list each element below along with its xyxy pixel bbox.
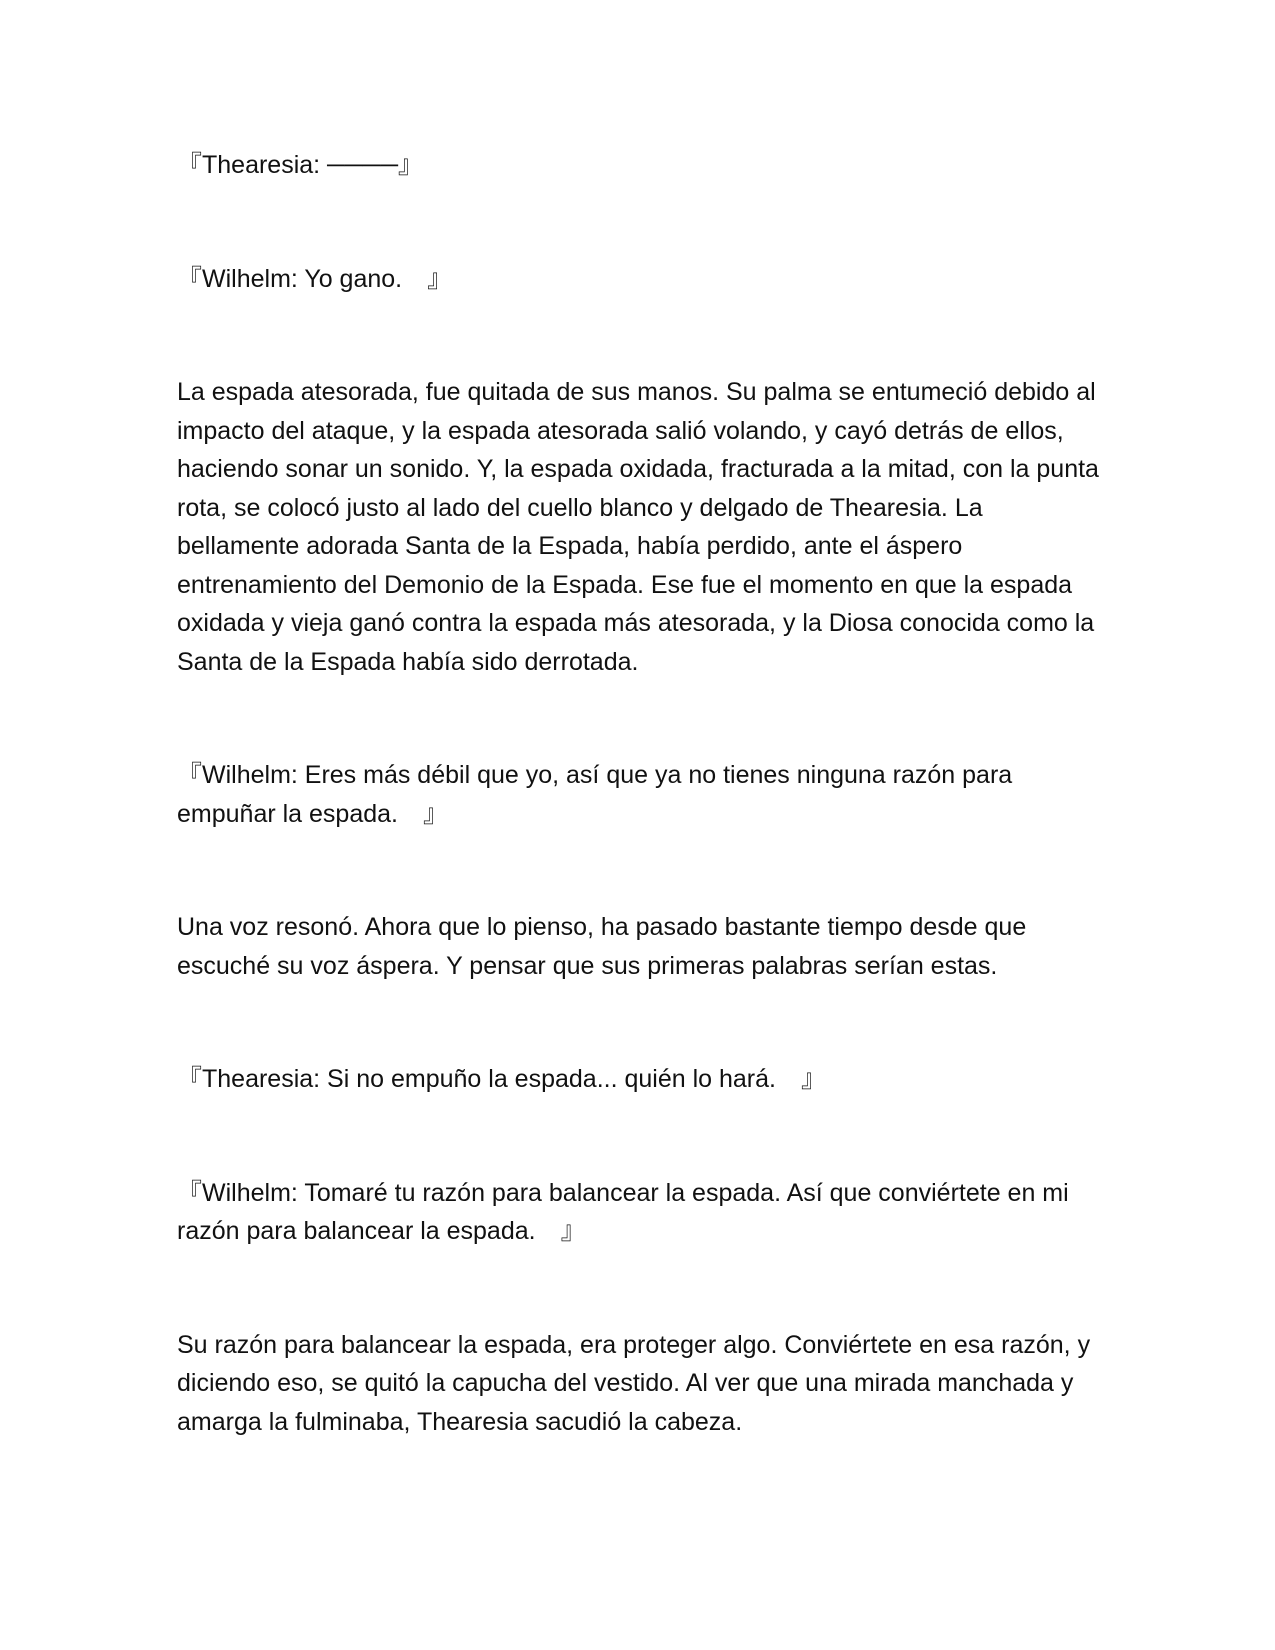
dialogue-wilhelm-1: 『Wilhelm: Yo gano. 』 (177, 264, 453, 293)
dialogue-thearesia-1: 『Thearesia: ────』 (177, 151, 423, 179)
dialogue-wilhelm-3: 『Wilhelm: Tomaré tu razón para balancear la espada. Así que conviértete en mi razón para balancear la espada. 』 (177, 1178, 1069, 1245)
narrative-paragraph-3: Su razón para balancear la espada, era proteger algo. Conviértete en esa razón, y diciendo eso, se quitó la capucha del vestido. Al ver que una mirada manchada y amarga la fulminaba, Thearesia sacudió la cabeza. (177, 1330, 1091, 1436)
dialogue-wilhelm-2: 『Wilhelm: Eres más débil que yo, así que ya no tienes ninguna razón para empuñar la espada. 』 (177, 761, 1013, 828)
narrative-paragraph-2: Una voz resonó. Ahora que lo pienso, ha pasado bastante tiempo desde que escuché su voz áspera. Y pensar que sus primeras palabras serían estas. (177, 913, 1027, 980)
document-body (177, 146, 1107, 1441)
dialogue-thearesia-2: 『Thearesia: Si no empuño la espada... quién lo hará. 』 (177, 1065, 826, 1093)
narrative-paragraph-1: La espada atesorada, fue quitada de sus manos. Su palma se entumeció debido al impacto del ataque, y la espada atesorada salió volando, y cayó detrás de ellos, haciendo sonar un sonido. Y, la espada oxidada, fracturada a la mitad, con la punta rota, se colocó justo al lado del cuello blanco y delgado de Thearesia. La bellamente adorada Santa de la Espada, había perdido, ante el áspero entrenamiento del Demonio de la Espada. Ese fue el momento en que la espada oxidada y vieja ganó contra la espada más atesorada, y la Diosa conocida como la Santa de la Espada había sido derrotada. (177, 378, 1099, 676)
